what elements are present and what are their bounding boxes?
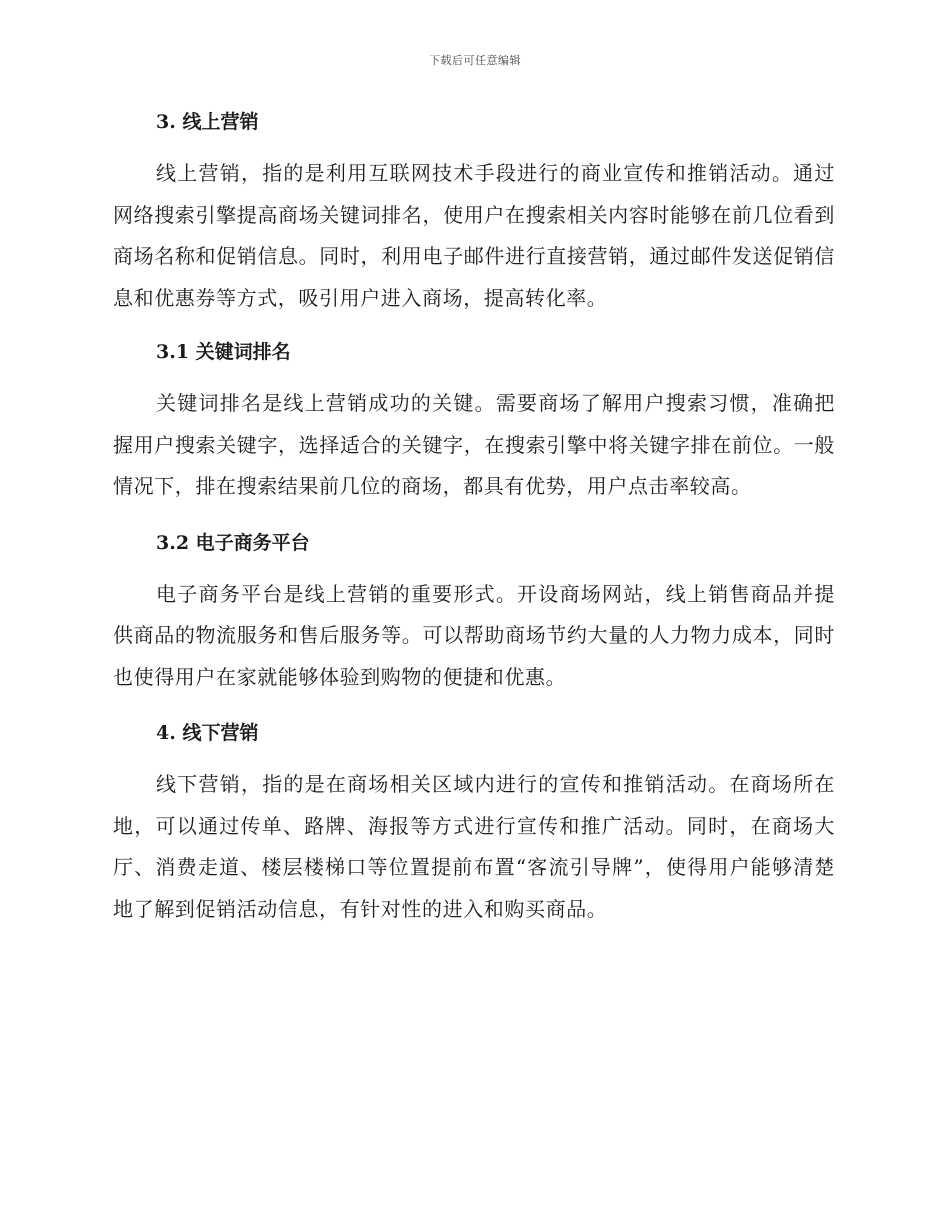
section-paragraph-offline-marketing: 线下营销，指的是在商场相关区域内进行的宣传和推销活动。在商场所在地，可以通过传单、路牌、海报等方式进行宣传和推广活动。同时，在商场大厅、消费走道、楼层楼梯口等位置提前布置“客流引导牌”，使得用户能够清楚地了解到促销活动信息，有针对性的进入和购买商品。: [113, 772, 835, 921]
document-body: [113, 108, 835, 930]
section-heading-offline-marketing: 4. 线下营销: [156, 722, 259, 744]
section-heading-online-marketing: 3. 线上营销: [156, 111, 259, 133]
section-heading-keyword-ranking: 3.1 关键词排名: [156, 341, 291, 363]
section-heading-ecommerce-platform: 3.2 电子商务平台: [156, 531, 310, 554]
section-paragraph-ecommerce-platform: 电子商务平台是线上营销的重要形式。开设商场网站，线上销售商品并提供商品的物流服务和售后服务等。可以帮助商场节约大量的人力物力成本，同时也使得用户在家就能够体验到购物的便捷和优惠。: [113, 581, 835, 689]
page-header: 下载后可任意编辑: [429, 54, 521, 67]
section-paragraph-online-marketing: 线上营销，指的是利用互联网技术手段进行的商业宣传和推销活动。通过网络搜索引擎提高商场关键词排名，使用户在搜索相关内容时能够在前几位看到商场名称和促销信息。同时，利用电子邮件进行直接营销，通过邮件发送促销信息和优惠券等方式，吸引用户进入商场，提高转化率。: [113, 161, 835, 310]
section-paragraph-keyword-ranking: 关键词排名是线上营销成功的关键。需要商场了解用户搜索习惯，准确把握用户搜索关键字，选择适合的关键字，在搜索引擎中将关键字排在前位。一般情况下，排在搜索结果前几位的商场，都具有优势，用户点击率较高。: [113, 391, 835, 498]
